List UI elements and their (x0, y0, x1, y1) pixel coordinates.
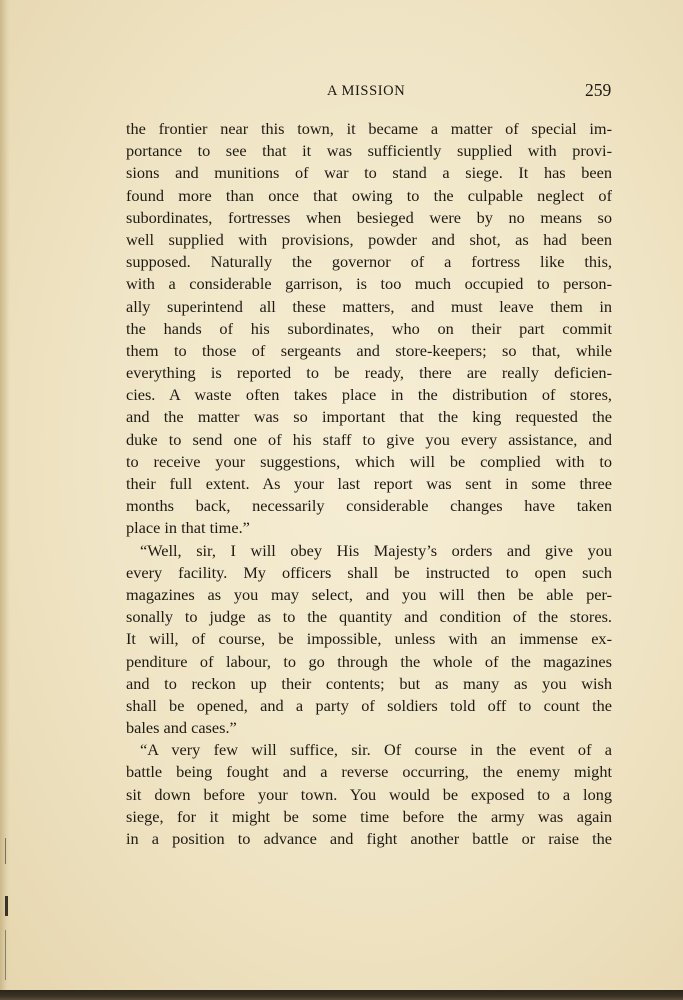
text-line: well supplied with provisions, powder and shot, as had been (126, 229, 612, 249)
text-line: battle being fought and a reverse occurring, the enemy might (126, 762, 612, 782)
text-line: ally superintend all these matters, and must leave them in (126, 296, 612, 316)
edge-mark (5, 896, 8, 916)
edge-mark (5, 838, 6, 864)
text-line: to receive your suggestions, which will be complied with to (126, 451, 612, 471)
text-line: bales and cases.” (126, 718, 237, 738)
text-line: cies. A waste often takes place in the distribution of stores, (126, 385, 612, 405)
text-line: penditure of labour, to go through the whole of the magazines (126, 651, 612, 671)
edge-mark (5, 930, 6, 980)
text-line: the frontier near this town, it became a matter of special im- (126, 119, 612, 138)
text-line: the hands of his subordinates, who on their part commit (126, 318, 612, 338)
text-line: siege, for it might be some time before the army was again (126, 806, 612, 826)
text-line: found more than once that owing to the culpable neglect of (126, 185, 612, 205)
text-line: duke to send one of his staff to give you every assistance, and (126, 429, 612, 449)
text-line: portance to see that it was sufficiently supplied with provi- (126, 141, 612, 161)
page-number: 259 (585, 80, 612, 100)
running-head: A MISSION (327, 83, 406, 99)
text-line: place in that time.” (126, 518, 250, 538)
text-line: It will, of course, be impossible, unless with an immense ex- (126, 629, 612, 649)
text-line: everything is reported to be ready, there are really deficien- (126, 363, 612, 383)
text-line: supposed. Naturally the governor of a fortress like this, (126, 252, 612, 272)
text-line: months back, necessarily considerable changes have taken (126, 496, 612, 516)
text-line: their full extent. As your last report was sent in some three (126, 474, 612, 493)
text-line: every facility. My officers shall be instructed to open such (126, 562, 612, 582)
body-text (126, 118, 612, 850)
text-line: “Well, sir, I will obey His Majesty’s orders and give you (140, 540, 612, 560)
text-line: magazines as you may select, and you will then be able per- (126, 584, 612, 604)
text-line: subordinates, fortresses when besieged were by no means so (126, 207, 612, 227)
text-line: and to reckon up their contents; but as many as you wish (126, 673, 612, 693)
text-line: them to those of sergeants and store-keepers; so that, while (126, 340, 612, 360)
page-bottom-edge (0, 990, 683, 1000)
text-line: sions and munitions of war to stand a siege. It has been (126, 163, 612, 183)
page-header (0, 80, 683, 104)
text-line: and the matter was so important that the king requested the (126, 407, 612, 427)
text-line: “A very few will suffice, sir. Of course in the event of a (140, 740, 612, 760)
text-line: with a considerable garrison, is too much occupied to person- (126, 274, 612, 294)
text-line: shall be opened, and a party of soldiers told off to count the (126, 695, 612, 715)
text-line: sonally to judge as to the quantity and condition of the stores. (126, 607, 612, 627)
text-line: sit down before your town. You would be exposed to a long (126, 784, 612, 804)
text-line: in a position to advance and fight another battle or raise the (126, 829, 612, 848)
